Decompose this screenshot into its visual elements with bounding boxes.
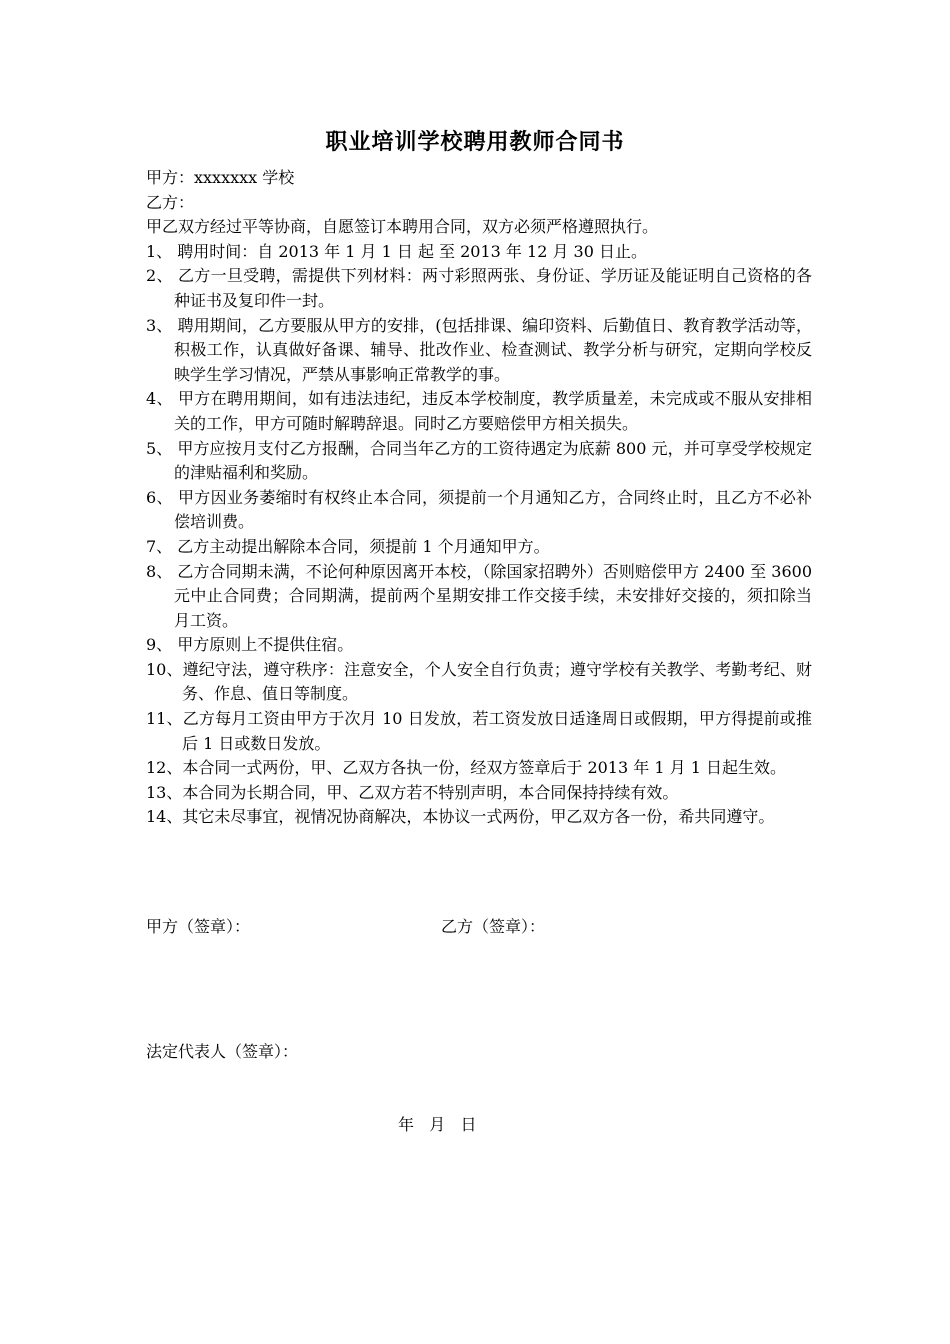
clause-3: 3、 聘用期间，乙方要服从甲方的安排，(包括排课、编印资料、后勤值日、教育教学活动等，积极工作，认真做好备课、辅导、批改作业、检查测试、教学分析与研究，定期向学校反映学生学习情况，严禁从事影响正常教学的事。	[146, 315, 812, 384]
clause-9: 9、 甲方原则上不提供住宿。	[146, 635, 354, 655]
signature-row	[146, 915, 812, 939]
clause-7: 7、 乙方主动提出解除本合同，须提前 1 个月通知甲方。	[146, 536, 550, 556]
party-a-signature-label: 甲方（签章）：	[146, 917, 251, 936]
legal-representative-signature-label: 法定代表人（签章）：	[146, 1042, 299, 1061]
date-line: 年 月 日	[398, 1115, 477, 1134]
document-title: 职业培训学校聘用教师合同书	[325, 129, 625, 155]
party-b-signature-label: 乙方（签章）：	[441, 917, 546, 936]
clause-10: 10、遵纪守法，遵守秩序：注意安全，个人安全自行负责；遵守学校有关教学、考勤考纪、财务、作息、值日等制度。	[146, 659, 812, 704]
clause-13: 13、本合同为长期合同，甲、乙双方若不特别声明，本合同保持持续有效。	[146, 782, 679, 802]
clause-1: 1、 聘用时间：自 2013 年 1 月 1 日 起 至 2013 年 12 月 30 日止。	[146, 241, 647, 261]
party-a-line: 甲方：xxxxxxx 学校	[146, 168, 295, 187]
clause-2: 2、 乙方一旦受聘，需提供下列材料：两寸彩照两张、身份证、学历证及能证明自己资格的各种证书及复印件一封。	[146, 266, 812, 310]
clause-11: 11、乙方每月工资由甲方于次月 10 日发放，若工资发放日适逢周日或假期，甲方得提前或推后 1 日或数日发放。	[146, 709, 812, 753]
clause-4: 4、 甲方在聘用期间，如有违法违纪，违反本学校制度，教学质量差，未完成或不服从安排相关的工作，甲方可随时解聘辞退。同时乙方要赔偿甲方相关损失。	[146, 389, 812, 433]
clause-5: 5、 甲方应按月支付乙方报酬，合同当年乙方的工资待遇定为底薪 800 元，并可享受学校规定的津贴福利和奖励。	[146, 438, 812, 483]
clause-6: 6、 甲方因业务萎缩时有权终止本合同，须提前一个月通知乙方，合同终止时，且乙方不必补偿培训费。	[146, 487, 812, 532]
party-b-line: 乙方：	[146, 192, 195, 212]
clause-8: 8、 乙方合同期未满，不论何种原因离开本校，（除国家招聘外）否则赔偿甲方 2400 至 3600 元中止合同费；合同期满，提前两个星期安排工作交接手续，未安排好交接的，须扣除当月工资。	[146, 561, 812, 630]
contract-body	[146, 166, 812, 830]
clause-14: 14、其它未尽事宜，视情况协商解决，本协议一式两份，甲乙双方各一份，希共同遵守。	[146, 807, 775, 827]
intro-paragraph: 甲乙双方经过平等协商，自愿签订本聘用合同，双方必须严格遵照执行。	[146, 217, 659, 237]
clause-12: 12、本合同一式两份，甲、乙双方各执一份，经双方签章后于 2013 年 1 月 1 日起生效。	[146, 758, 786, 778]
